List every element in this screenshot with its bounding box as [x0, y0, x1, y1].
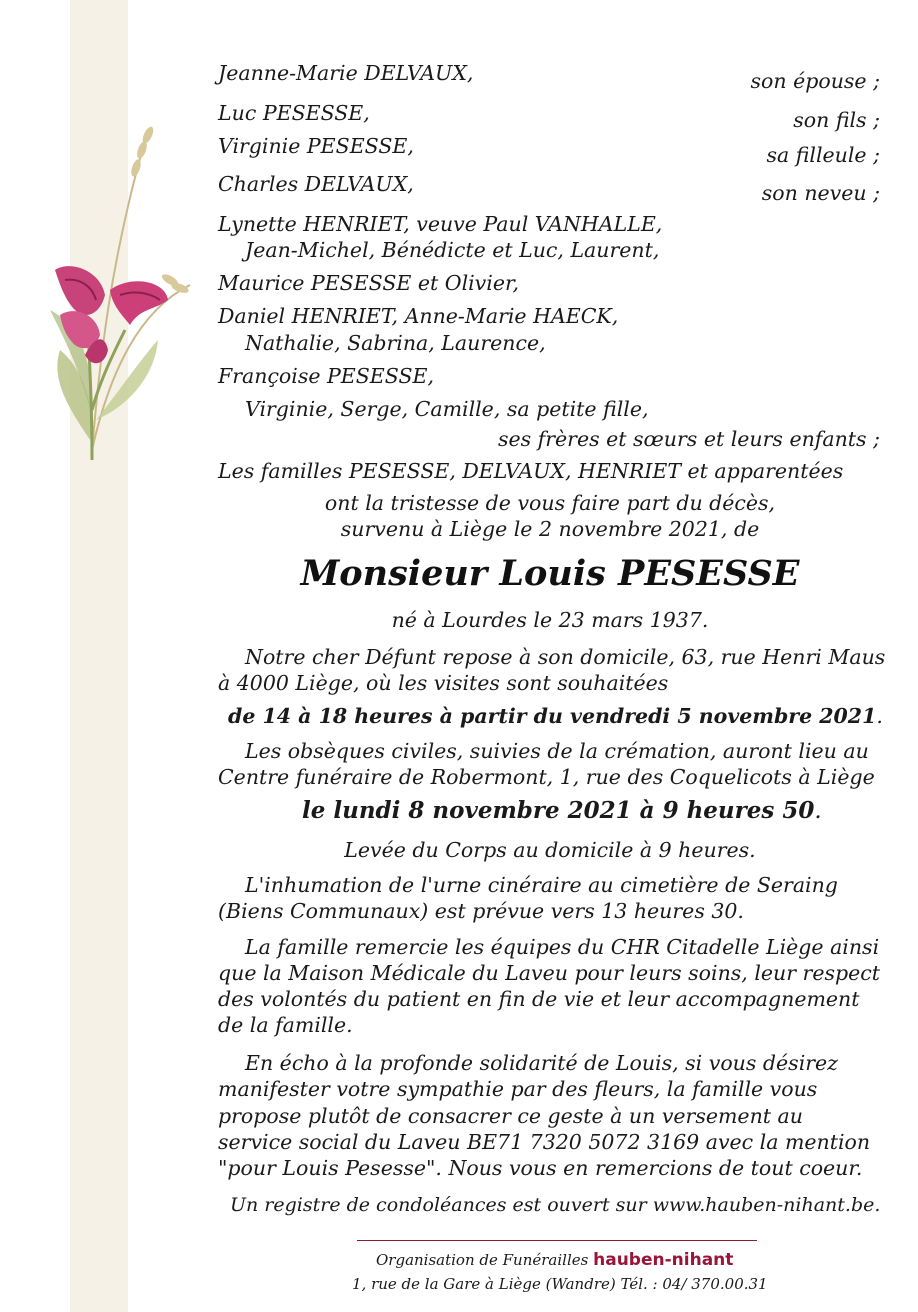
- footer-organisation: [376, 1250, 733, 1270]
- relation-label: ses frères et sœurs et leurs enfants ;: [497, 427, 880, 451]
- family-line: Jeanne-Marie DELVAUX,: [218, 61, 474, 85]
- footer-address: 1, rue de la Gare à Liège (Wandre) Tél. : 04/ 370.00.31: [352, 1275, 768, 1293]
- relation-label: son fils ;: [793, 108, 880, 132]
- calla-lily-illustration: [30, 110, 200, 470]
- family-line: Virginie, Serge, Camille, sa petite fille,: [245, 397, 649, 421]
- detail-line: service social du Laveu BE71 7320 5072 3169 avec la mention: [218, 1130, 871, 1154]
- visiting-hours-text: de 14 à 18 heures à partir du vendredi 5 novembre 2021: [228, 704, 877, 728]
- condolence-register: Un registre de condoléances est ouvert sur www.hauben-nihant.be.: [230, 1194, 881, 1216]
- detail-line: Centre funéraire de Robermont, 1, rue des Coquelicots à Liège: [218, 765, 875, 789]
- detail-line: manifester votre sympathie par des fleurs, la famille vous: [218, 1077, 818, 1101]
- birth-info: né à Lourdes le 23 mars 1937.: [391, 608, 709, 632]
- family-line: Nathalie, Sabrina, Laurence,: [245, 331, 546, 355]
- visiting-hours: de 14 à 18 heures à partir du vendredi 5 novembre 2021.: [228, 704, 883, 728]
- relation-label: son épouse ;: [750, 69, 880, 93]
- footer-org-label: Organisation de Funérailles: [376, 1251, 589, 1269]
- relation-label: son neveu ;: [761, 181, 880, 205]
- detail-line: des volontés du patient en fin de vie et leur accompagnement: [218, 987, 860, 1011]
- detail-line: (Biens Communaux) est prévue vers 13 heures 30.: [218, 899, 744, 923]
- ceremony-date: le lundi 8 novembre 2021 à 9 heures 50.: [302, 797, 822, 824]
- detail-line: L'inhumation de l'urne cinéraire au cimetière de Seraing: [245, 873, 838, 897]
- announcement-line: survenu à Liège le 2 novembre 2021, de: [340, 517, 760, 541]
- ceremony-date-text: le lundi 8 novembre 2021 à 9 heures 50: [302, 797, 815, 824]
- footer-divider: [357, 1240, 757, 1241]
- detail-line: que la Maison Médicale du Laveu pour leurs soins, leur respect: [218, 961, 880, 985]
- family-line: Luc PESESSE,: [218, 101, 370, 125]
- detail-line: de la famille.: [218, 1013, 353, 1037]
- family-line: Daniel HENRIET, Anne-Marie HAECK,: [218, 304, 619, 328]
- deceased-name: Monsieur Louis PESESSE: [300, 553, 800, 594]
- family-line: Les familles PESESSE, DELVAUX, HENRIET et apparentées: [218, 459, 844, 483]
- detail-line: Notre cher Défunt repose à son domicile, 63, rue Henri Maus: [245, 645, 886, 669]
- family-line: Maurice PESESSE et Olivier,: [218, 271, 520, 295]
- detail-line: Les obsèques civiles, suivies de la crémation, auront lieu au: [245, 739, 869, 763]
- detail-line: "pour Louis Pesesse". Nous vous en remercions de tout coeur.: [218, 1156, 863, 1180]
- announcement-line: ont la tristesse de vous faire part du décès,: [324, 491, 776, 515]
- family-line: Françoise PESESSE,: [218, 364, 434, 388]
- detail-line: La famille remercie les équipes du CHR Citadelle Liège ainsi: [245, 935, 880, 959]
- family-line: Virginie PESESSE,: [218, 134, 414, 158]
- detail-line: Levée du Corps au domicile à 9 heures.: [344, 838, 756, 862]
- brand-logo-text: hauben-nihant: [593, 1250, 734, 1270]
- family-line: Charles DELVAUX,: [218, 172, 414, 196]
- detail-line: En écho à la profonde solidarité de Louis, si vous désirez: [245, 1051, 838, 1075]
- family-line: Lynette HENRIET, veuve Paul VANHALLE,: [218, 212, 663, 236]
- detail-line: à 4000 Liège, où les visites sont souhaitées: [218, 671, 669, 695]
- relation-label: sa filleule ;: [766, 143, 880, 167]
- family-line: Jean-Michel, Bénédicte et Luc, Laurent,: [245, 238, 660, 262]
- detail-line: propose plutôt de consacrer ce geste à un versement au: [218, 1104, 803, 1128]
